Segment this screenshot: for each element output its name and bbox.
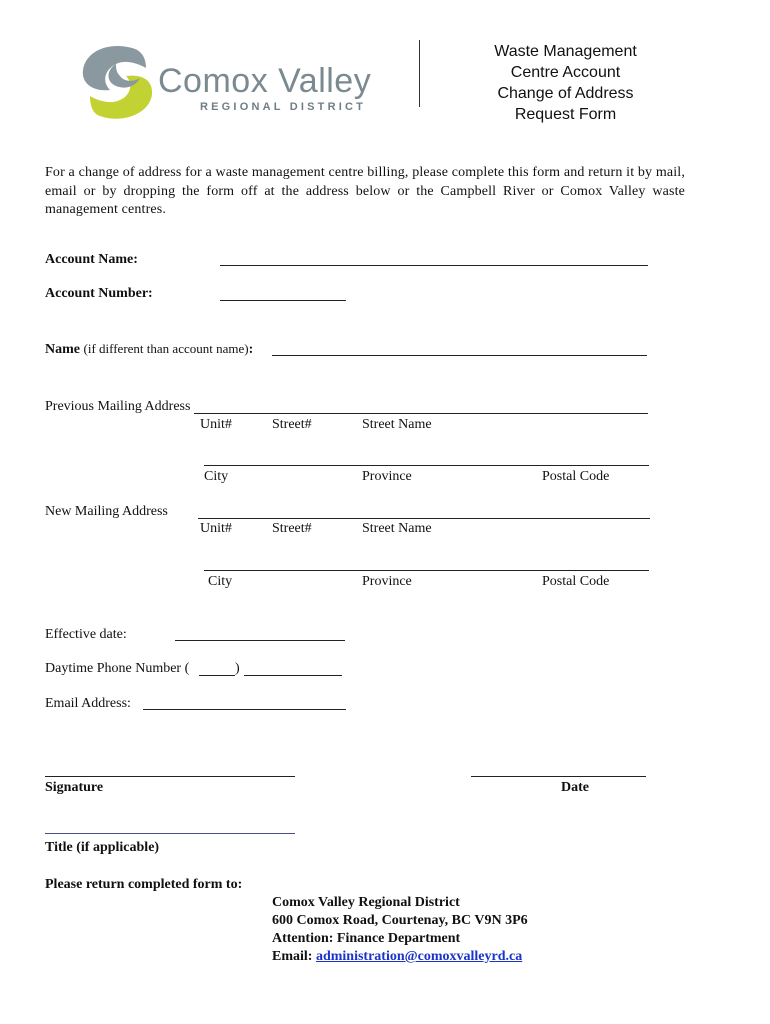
prev-province-label: Province — [362, 469, 412, 484]
form-title — [478, 41, 653, 125]
new-street-name-label: Street Name — [362, 521, 432, 536]
name-label: Name — [45, 342, 80, 357]
title-label: Title (if applicable) — [45, 840, 160, 855]
form-title-line: Centre Account — [510, 64, 621, 81]
name-colon: : — [248, 342, 254, 357]
name-label-group — [45, 341, 253, 358]
phone-paren: ) — [235, 661, 240, 676]
new-city-label: City — [208, 574, 233, 589]
account-number-field[interactable] — [220, 300, 346, 301]
return-address-block — [272, 894, 528, 966]
new-address-label: New Mailing Address — [45, 504, 168, 519]
account-name-field[interactable] — [220, 265, 648, 266]
return-attention: Attention: Finance Department — [272, 931, 461, 946]
form-title-line: Change of Address — [497, 85, 634, 102]
phone-area-code-field[interactable] — [199, 675, 235, 676]
title-field[interactable] — [45, 833, 295, 834]
previous-address-label: Previous Mailing Address — [45, 399, 191, 414]
org-name: Comox Valley — [158, 62, 372, 100]
date-field[interactable] — [471, 776, 646, 777]
return-org: Comox Valley Regional District — [272, 895, 460, 910]
effective-date-field[interactable] — [175, 640, 345, 641]
intro-paragraph: For a change of address for a waste management centre billing, please complete this form and return it by mail, email or by dropping the form off at the address below or the Campbell River or Comox Valley waste management centres. — [45, 165, 685, 217]
prev-street-name-label: Street Name — [362, 417, 432, 432]
return-email-row — [272, 948, 528, 966]
signature-label: Signature — [45, 780, 104, 795]
prev-postal-code-label: Postal Code — [542, 469, 610, 484]
new-address-line-1[interactable] — [198, 518, 650, 519]
account-name-label: Account Name: — [45, 252, 138, 267]
new-address-line-2[interactable] — [204, 570, 649, 571]
email-label: Email Address: — [45, 696, 131, 711]
prev-street-no-label: Street# — [272, 417, 312, 432]
name-note: (if different than account name) — [83, 341, 249, 356]
new-postal-code-label: Postal Code — [542, 574, 610, 589]
date-label: Date — [561, 780, 589, 795]
org-subtitle: REGIONAL DISTRICT — [200, 101, 367, 113]
name-field[interactable] — [272, 355, 647, 356]
return-email-label: Email: — [272, 949, 313, 964]
header-divider — [419, 40, 420, 107]
phone-label: Daytime Phone Number ( — [45, 661, 190, 676]
new-street-no-label: Street# — [272, 521, 312, 536]
effective-date-label: Effective date: — [45, 627, 127, 642]
previous-address-line-1[interactable] — [194, 413, 648, 414]
return-email-link[interactable]: administration@comoxvalleyrd.ca — [315, 949, 523, 964]
form-title-line: Request Form — [514, 106, 617, 123]
new-province-label: Province — [362, 574, 412, 589]
signature-field[interactable] — [45, 776, 295, 777]
account-number-label: Account Number: — [45, 286, 153, 301]
previous-address-line-2[interactable] — [204, 465, 649, 466]
new-unit-label: Unit# — [200, 521, 232, 536]
email-field[interactable] — [143, 709, 346, 710]
prev-city-label: City — [204, 469, 229, 484]
prev-unit-label: Unit# — [200, 417, 232, 432]
phone-number-field[interactable] — [244, 675, 342, 676]
return-label: Please return completed form to: — [45, 877, 243, 892]
form-title-line: Waste Management — [494, 43, 637, 60]
return-street-address: 600 Comox Road, Courtenay, BC V9N 3P6 — [272, 913, 528, 928]
